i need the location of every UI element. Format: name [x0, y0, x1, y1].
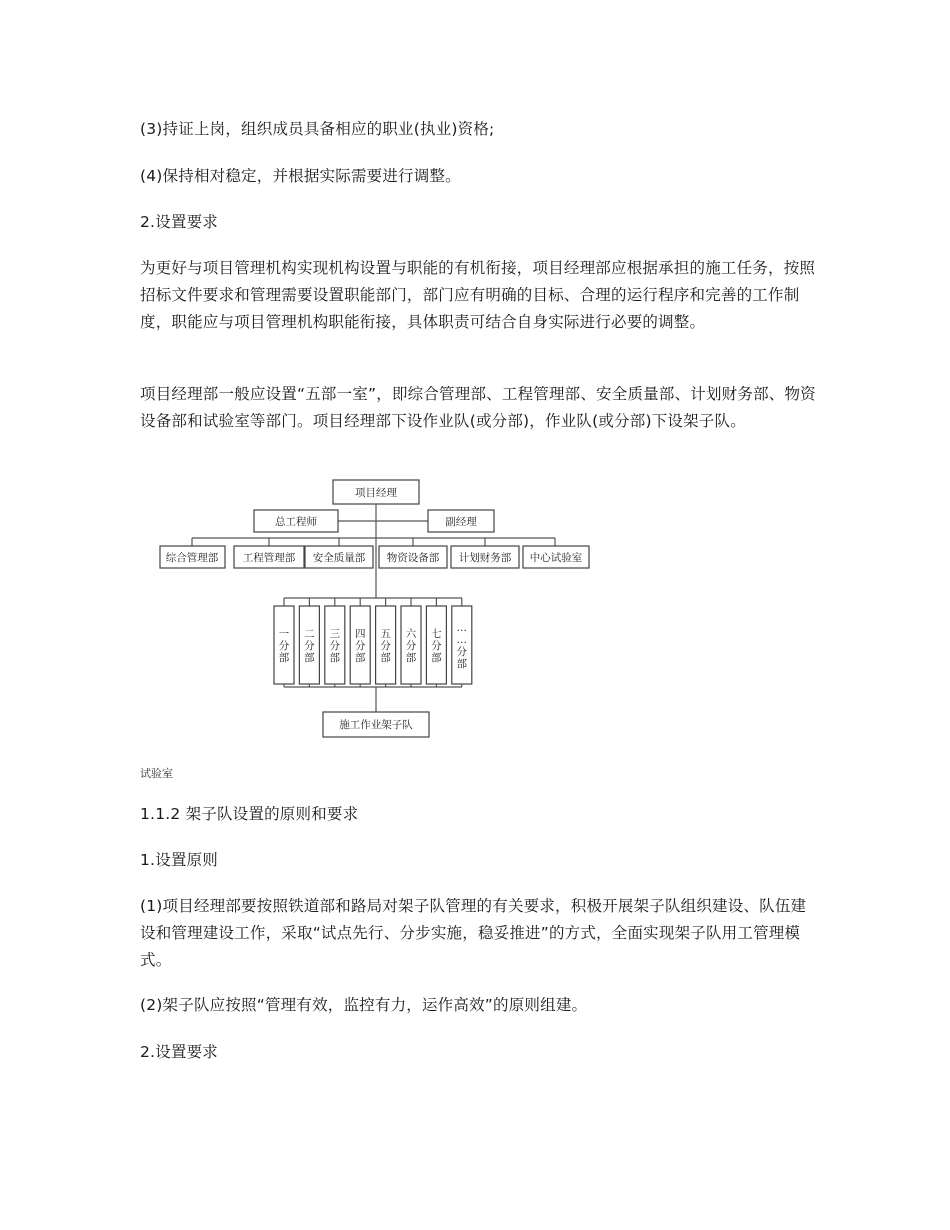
- org-bottom-label: 施工作业架子队: [339, 719, 413, 731]
- org-branch-label: 一分部: [278, 628, 290, 664]
- paragraph-qualification: (3)持证上岗，组织成员具备相应的职业(执业)资格;: [140, 120, 495, 138]
- org-branch-label: 四分部: [354, 628, 366, 664]
- heading-section-1-1-2: 1.1.2 架子队设置的原则和要求: [140, 805, 359, 823]
- heading-setup-principles: 1.设置原则: [140, 851, 218, 869]
- org-branch-label: 六分部: [405, 628, 417, 664]
- org-dept-label: 综合管理部: [165, 552, 219, 564]
- paragraph-principle-2: (2)架子队应按照“管理有效，监控有力，运作高效”的原则组建。: [140, 996, 588, 1014]
- org-dept-label: 中心试验室: [529, 552, 583, 564]
- paragraph-stability: (4)保持相对稳定，并根据实际需要进行调整。: [140, 167, 461, 185]
- org-chart: [150, 470, 600, 745]
- org-chief-engineer-label: 总工程师: [275, 516, 317, 528]
- org-dept-label: 物资设备部: [386, 552, 440, 564]
- org-branch-label: 五分部: [380, 628, 391, 664]
- org-top-label: 项目经理: [355, 487, 397, 499]
- paragraph-principle-1: (1)项目经理部要按照铁道部和路局对架子队管理的有关要求，积极开展架子队组织建设、队伍建设和管理建设工作，采取“试点先行、分步实施，稳妥推进”的方式，全面实现架子队用工管理模式。: [140, 897, 807, 969]
- org-dept-label: 安全质量部: [312, 552, 366, 564]
- org-dept-label: 工程管理部: [242, 552, 296, 564]
- org-branch-label: … …分部: [456, 622, 468, 670]
- org-branch-label: 七分部: [431, 628, 442, 664]
- org-branch-label: 三分部: [329, 628, 341, 664]
- org-deputy-manager-label: 副经理: [445, 516, 477, 528]
- paragraph-five-departments: 项目经理部一般应设置“五部一室”，即综合管理部、工程管理部、安全质量部、计划财务部、物资设备部和试验室等部门。项目经理部下设作业队(或分部)，作业队(或分部)下设架子队。: [140, 385, 816, 430]
- paragraph-department-setup: 为更好与项目管理机构实现机构设置与职能的有机衔接，项目经理部应根据承担的施工任务，按照招标文件要求和管理需要设置职能部门，部门应有明确的目标、合理的运行程序和完善的工作制度，职能应与项目管理机构职能衔接，具体职责可结合自身实际进行必要的调整。: [140, 259, 816, 331]
- heading-setup-requirements: 2.设置要求: [140, 213, 218, 231]
- figure-caption: 试验室: [140, 767, 173, 780]
- org-dept-label: 计划财务部: [458, 552, 512, 564]
- heading-setup-requirements-2: 2.设置要求: [140, 1043, 218, 1061]
- org-branch-label: 二分部: [304, 628, 315, 664]
